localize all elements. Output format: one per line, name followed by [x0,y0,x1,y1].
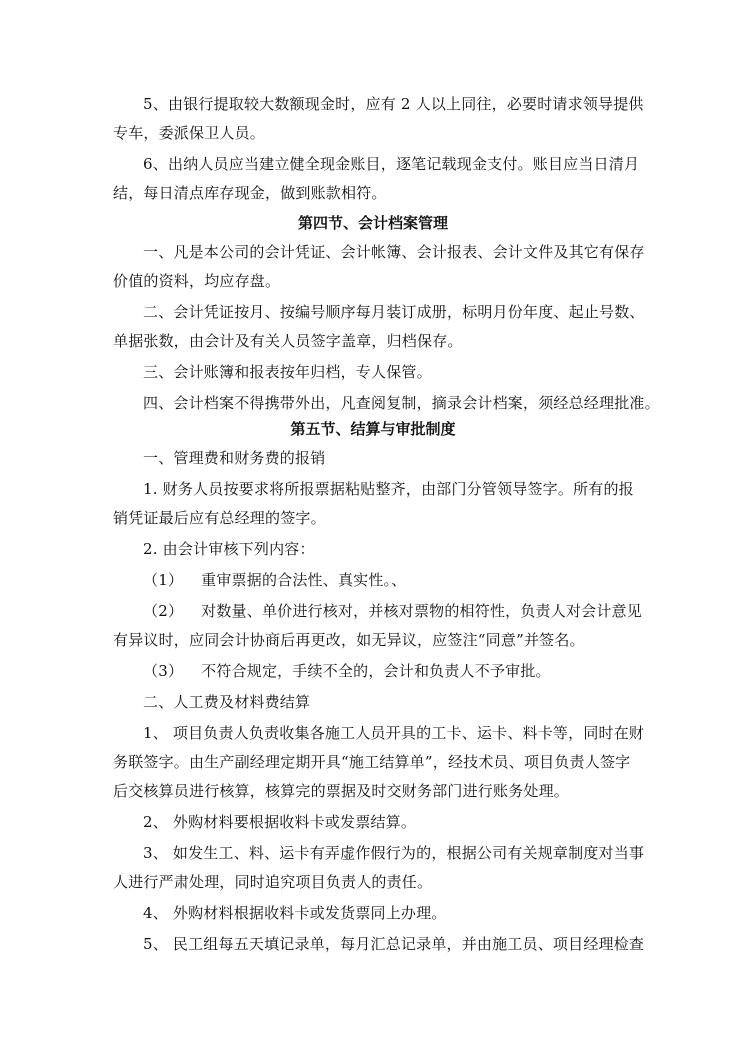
list-item-1 [113,566,633,595]
text-line: 务联签字。由生产副经理定期开具“施工结算单”，经技术员、项目负责人签字 [113,753,631,771]
list-number: （1） [143,571,184,589]
list-number: （2） [143,602,184,620]
section-4-body [113,238,660,418]
list-text: 重审票据的合法性、真实性。、 [201,571,407,589]
list-item-3 [113,657,633,686]
list-text: 不符合规定，手续不全的，会计和负责人不予审批。 [201,662,551,680]
text-line: 销凭证最后应有总经理的签字。 [113,509,326,527]
text-line: 1、 项目负责人负责收集各施工人员开具的工卡、运卡、料卡等，同时在财 [143,724,645,742]
text-line: 价值的资料，均应存盘。 [113,272,281,290]
text-line: 1. 财务人员按要求将所报票据粘贴整齐，由部门分管领导签字。所有的报 [143,480,634,498]
text-line: 一、凡是本公司的会计凭证、会计帐簿、会计报表、会计文件及其它有保存 [143,243,645,261]
text-line: 三、会计账簿和报表按年归档，专人保管。 [143,363,432,381]
text-line: 专车，委派保卫人员。 [113,124,266,142]
text-line: 6、出纳人员应当建立健全现金账目，逐笔记载现金支付。账目应当日清月 [143,155,640,173]
text-line: 5、由银行提取较大数额现金时，应有 2 人以上同往，必要时请求领导提供 [143,95,644,113]
section-heading-4: 第四节、会计档案管理 [297,214,448,232]
text-line: 一、管理费和财务费的报销 [143,449,326,467]
list-number: （3） [143,662,184,680]
section-5-body [113,444,645,959]
section-heading-5: 第五节、结算与审批制度 [290,420,456,438]
text-line: 单据张数，由会计及有关人员签字盖章，归档保存。 [113,332,463,350]
list-text: 对数量、单价进行核对，并核对票物的相符性，负责人对会计意见 [201,602,642,620]
text-line: 4、 外购材料根据收料卡或发货票同上办理。 [143,904,447,922]
text-line: 有异议时，应同会计协商后再更改，如无异议，应签注“同意”并签名。 [113,631,585,649]
text-line: 二、人工费及材料费结算 [143,693,311,711]
text-line: 二、会计凭证按月、按编号顺序每月装订成册，标明月份年度、起止号数、 [143,303,645,321]
text-line: 3、 如发生工、料、运卡有弄虚作假行为的，根据公司有关规章制度对当事 [143,844,645,862]
text-line: 5、 民工组每五天填记录单，每月汇总记录单，并由施工员、项目经理检查 [143,935,645,953]
text-line: 四、会计档案不得携带外出，凡查阅复制，摘录会计档案，须经总经理批准。 [143,394,660,412]
text-line: 人进行严肃处理，同时追究项目负责人的责任。 [113,873,433,891]
text-line: 后交核算员进行核算，核算完的票据及时交财务部门进行账务处理。 [113,782,570,800]
text-line: 2、 外购材料要根据收料卡或发票结算。 [143,813,417,831]
text-line: 2. 由会计审核下列内容： [143,540,315,558]
paragraph-cash-withdrawal [113,90,644,208]
list-item-2 [113,597,642,626]
text-line: 结，每日清点库存现金，做到账款相符。 [113,184,387,202]
